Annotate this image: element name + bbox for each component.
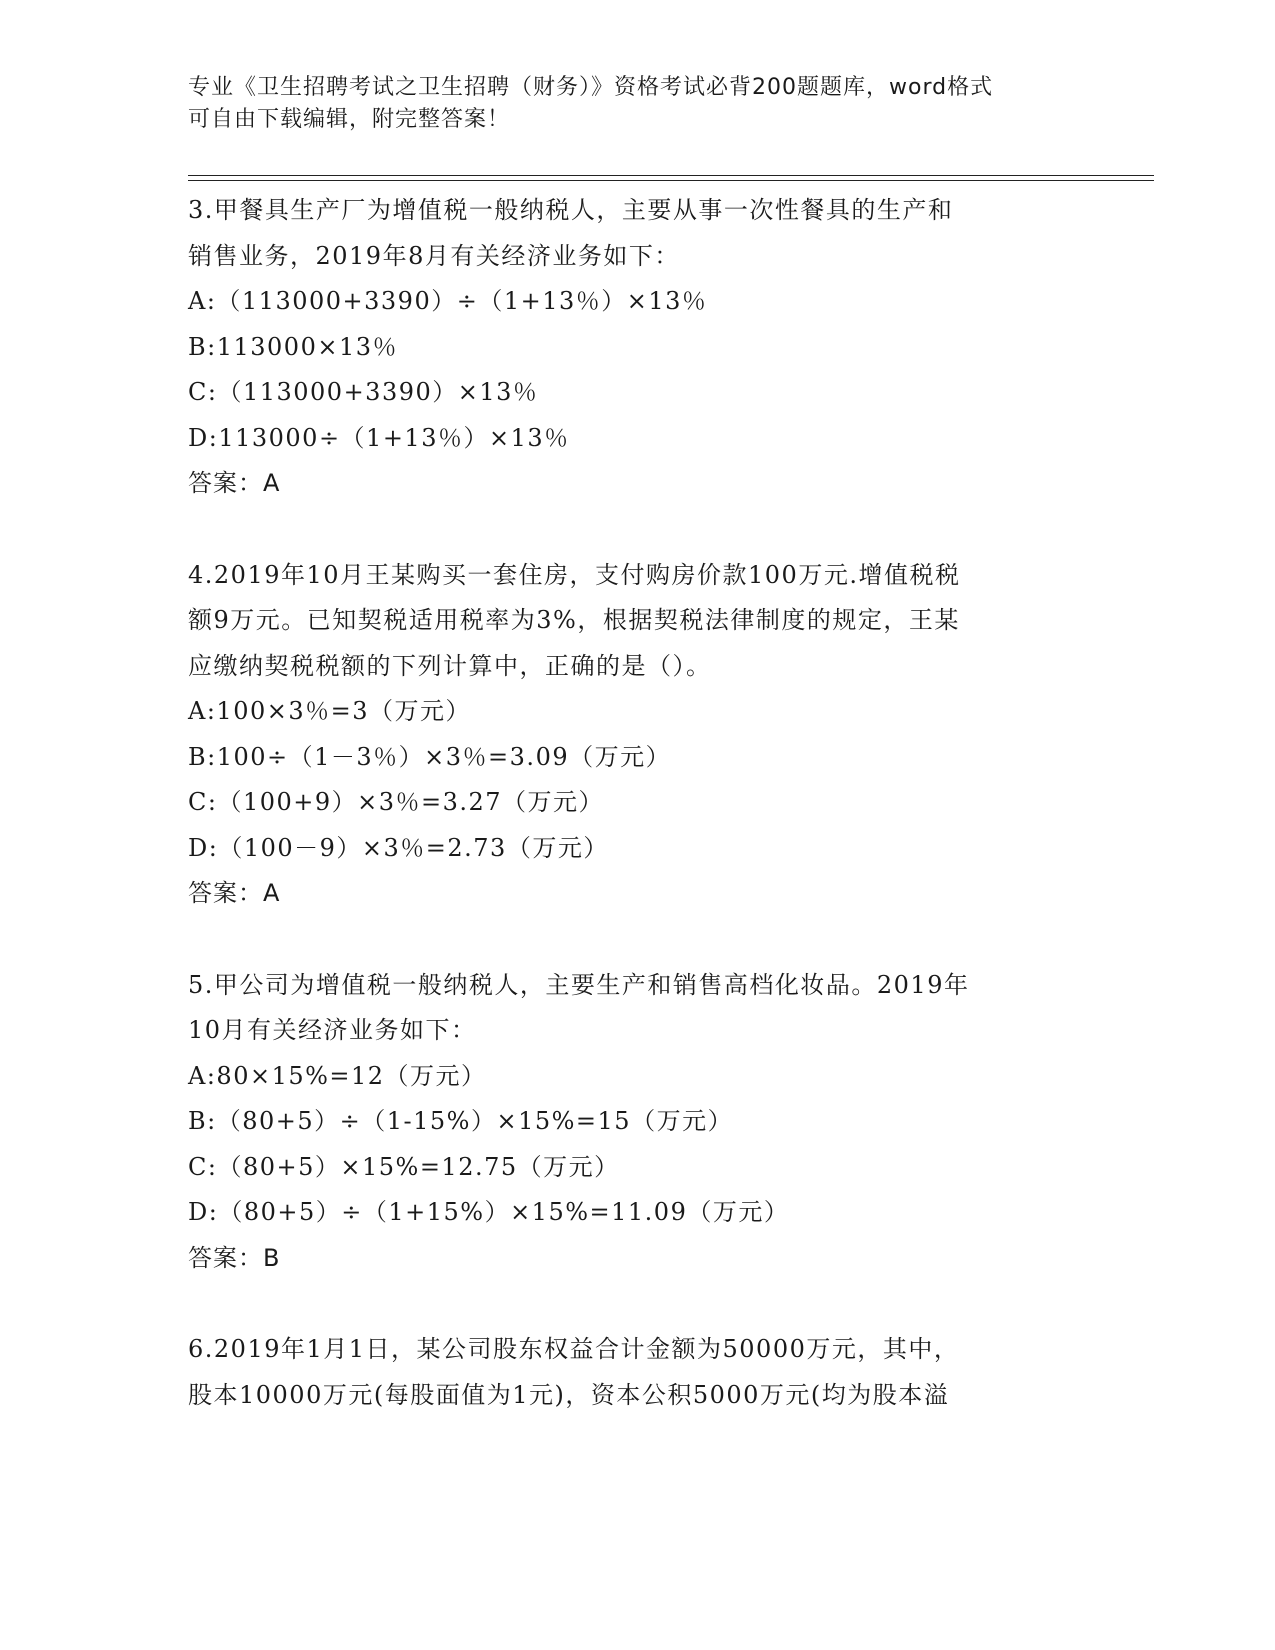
spacer bbox=[188, 917, 1088, 963]
header-divider-top bbox=[188, 175, 1154, 176]
option-a: A:（113000+3390）÷（1+13％）×13％ bbox=[188, 287, 708, 315]
option-a: A:100×3％=3（万元） bbox=[188, 697, 471, 725]
question-stem-line: 6.2019年1月1日，某公司股东权益合计金额为50000万元，其中， bbox=[188, 1335, 960, 1363]
question-stem-line: 5.甲公司为增值税一般纳税人，主要生产和销售高档化妆品。2019年 bbox=[188, 970, 970, 999]
option-d: D:113000÷（1+13％）×13％ bbox=[188, 423, 570, 452]
question-4 bbox=[188, 553, 1088, 917]
question-stem-line: 10月有关经济业务如下： bbox=[188, 1016, 477, 1044]
question-list bbox=[188, 188, 1088, 1418]
option-c: C:（80+5）×15%=12.75（万元） bbox=[188, 1152, 620, 1181]
option-c: C:（100+9）×3％=3.27（万元） bbox=[188, 788, 605, 816]
answer-line: 答案：B bbox=[188, 1243, 281, 1272]
option-b: B:（80+5）÷（1-15%）×15%=15（万元） bbox=[188, 1107, 734, 1135]
spacer bbox=[188, 1281, 1088, 1327]
option-b: B:113000×13％ bbox=[188, 332, 398, 361]
option-d: D:（100－9）×3％=2.73（万元） bbox=[188, 833, 609, 862]
option-c: C:（113000+3390）×13％ bbox=[188, 378, 539, 406]
question-stem-line: 4.2019年10月王某购买一套住房，支付购房价款100万元.增值税税 bbox=[188, 560, 961, 589]
question-stem-line: 3.甲餐具生产厂为增值税一般纳税人，主要从事一次性餐具的生产和 bbox=[188, 196, 954, 224]
option-d: D:（80+5）÷（1+15%）×15%=11.09（万元） bbox=[188, 1198, 790, 1226]
question-stem-line: 销售业务，2019年8月有关经济业务如下： bbox=[188, 241, 680, 270]
question-3 bbox=[188, 188, 1088, 507]
question-stem-line: 股本10000万元(每股面值为1元)，资本公积5000万元(均为股本溢 bbox=[188, 1380, 950, 1409]
option-b: B:100÷（1－3％）×3％=3.09（万元） bbox=[188, 742, 672, 771]
question-6 bbox=[188, 1327, 1088, 1418]
answer-line: 答案：A bbox=[188, 879, 281, 907]
question-stem-line: 额9万元。已知契税适用税率为3%，根据契税法律制度的规定，王某 bbox=[188, 606, 960, 634]
header-title-line-1: 专业《卫生招聘考试之卫生招聘（财务）》资格考试必背200题题库，word格式 bbox=[188, 75, 994, 100]
header-divider-bottom bbox=[188, 180, 1154, 181]
answer-line: 答案：A bbox=[188, 469, 281, 497]
document-header bbox=[188, 72, 1068, 136]
question-5 bbox=[188, 963, 1088, 1282]
header-title-line-2: 可自由下载编辑，附完整答案！ bbox=[188, 107, 511, 132]
spacer bbox=[188, 507, 1088, 553]
option-a: A:80×15%=12（万元） bbox=[188, 1061, 487, 1090]
question-stem-line: 应缴纳契税税额的下列计算中，正确的是（）。 bbox=[188, 651, 712, 680]
